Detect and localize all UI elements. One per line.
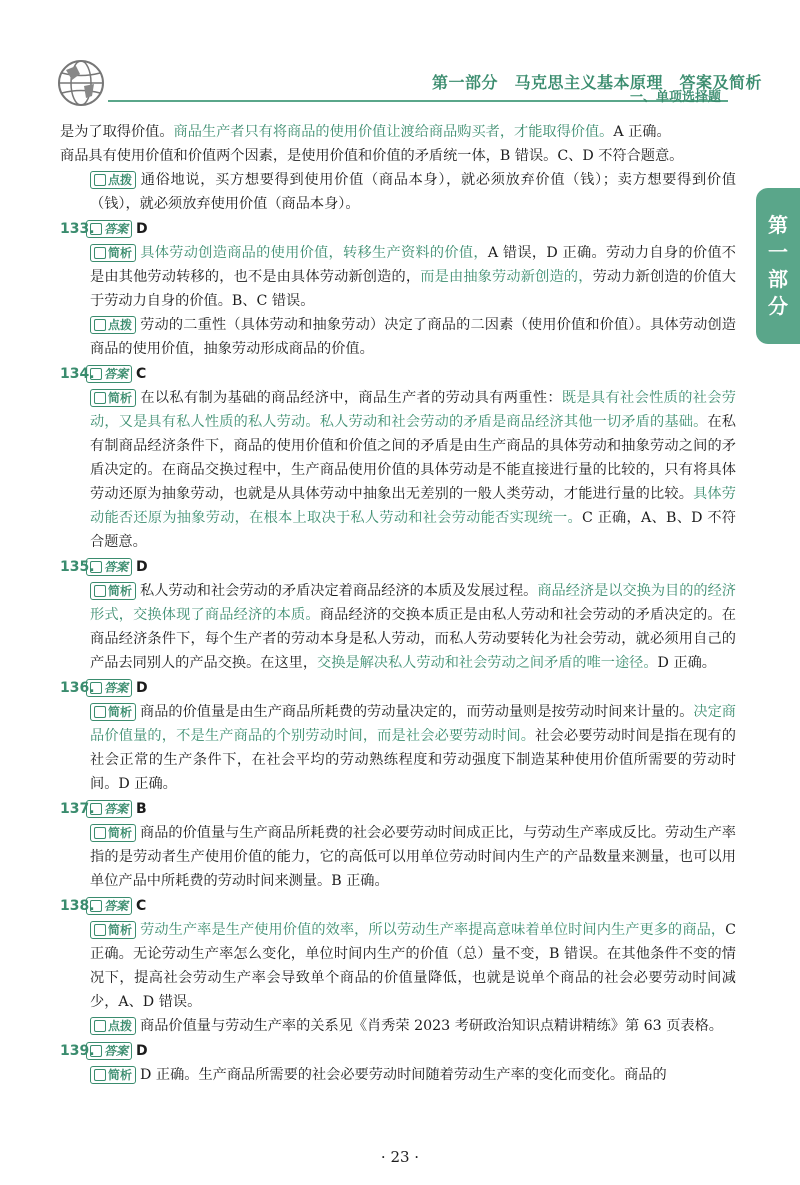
book-icon [94,924,106,936]
analysis-badge: 简析 [90,921,136,939]
answer-badge: 答案 [86,365,132,383]
pencil-icon [90,900,102,912]
analysis-badge: 简析 [90,703,136,721]
side-tab-char: 第 [768,213,788,237]
analysis-139: 简析 D 正确。生产商品所需要的社会必要劳动时间随着劳动生产率的变化而变化。商品的 [60,1063,736,1087]
answer-letter: D [136,680,148,696]
question-139: 139. 答案 D [60,1039,736,1063]
answer-letter: D [136,1043,148,1059]
side-tab-char: 分 [768,294,788,318]
page-number: · 23 · [380,1148,420,1166]
answer-badge: 答案 [86,1042,132,1060]
answer-badge: 答案 [86,800,132,818]
analysis-136: 简析 商品的价值量是由生产商品所耗费的劳动量决定的，而劳动量则是按劳动时间来计量的。决定商品价值量的，不是生产商品的个别劳动时间，而是社会必要劳动时间。社会必要劳动时间是指在现有的社会正常的生产条件下，在社会平均的劳动熟练程度和劳动强度下制造某种使用价值所需要的劳动时间。D 正确。 [90,704,736,792]
lightbulb-icon [94,319,106,331]
lightbulb-icon [94,1020,106,1032]
answer-badge: 答案 [86,897,132,915]
question-138: 138. 答案 C [60,894,736,918]
answer-badge: 答案 [86,679,132,697]
side-tab-char: 一 [768,240,788,264]
question-133: 133. 答案 D [60,217,736,241]
analysis-135: 简析 私人劳动和社会劳动的矛盾决定着商品经济的本质及发展过程。商品经济是以交换为目的的经济形式，交换体现了商品经济的本质。商品经济的交换本质正是由私人劳动和社会劳动的矛盾决定的。在商品经济条件下，每个生产者的劳动本身是私人劳动，而私人劳动要转化为社会劳动，就必须用自己的产品去同别人的产品交换。在这里，交换是解决私人劳动和社会劳动之间矛盾的唯一途径。D 正确。 [90,583,736,671]
analysis-badge: 简析 [90,1066,136,1084]
intro-paragraph: 是为了取得价值。商品生产者只有将商品的使用价值让渡给商品购买者，才能取得价值。A 正确。 商品具有使用价值和价值两个因素，是使用价值和价值的矛盾统一体，B 错误。C、D 不符合题意。 [60,124,684,164]
answer-letter: D [136,221,148,237]
tip-138: 点拨 商品价值量与劳动生产率的关系见《肖秀荣 2023 考研政治知识点精讲精练》第 63 页表格。 [60,1014,736,1038]
question-137: 137. 答案 B [60,797,736,821]
book-icon [94,247,106,259]
header-title: 第一部分 马克思主义基本原理 答案及简析 [432,73,763,92]
book-icon [94,392,106,404]
book-icon [94,1069,106,1081]
book-icon [94,585,106,597]
answer-badge: 答案 [86,558,132,576]
answer-letter: B [136,801,147,817]
analysis-badge: 简析 [90,244,136,262]
analysis-badge: 简析 [90,824,136,842]
pencil-icon [90,803,102,815]
pencil-icon [90,368,102,380]
answer-badge: 答案 [86,220,132,238]
analysis-134: 简析 在以私有制为基础的商品经济中，商品生产者的劳动具有两重性：既是具有社会性质的社会劳动，又是具有私人性质的私人劳动。私人劳动和社会劳动的矛盾是商品经济其他一切矛盾的基础。在私有制商品经济条件下，商品的使用价值和价值之间的矛盾是由生产商品的具体劳动和抽象劳动之间的矛盾决定的。在商品交换过程中，生产商品使用价值的具体劳动是不能直接进行量的比较的，只有将具体劳动还原为抽象劳动，也就是从具体劳动中抽象出无差别的一般人类劳动，才能进行量的比较。具体劳动能否还原为抽象劳动，在根本上取决于私人劳动和社会劳动能否实现统一。C 正确，A、B、D 不符合题意。 [90,390,736,550]
section-side-tab [756,188,800,344]
side-tab-char: 部 [768,267,788,291]
intro-tip: 点拨 通俗地说，买方想要得到使用价值（商品本身），就必须放弃价值（钱）；卖方想要得到价值（钱），就必须放弃使用价值（商品本身）。 [90,172,736,212]
lightbulb-icon [94,174,106,186]
analysis-badge: 简析 [90,389,136,407]
tip-133: 点拨 劳动的二重性（具体劳动和抽象劳动）决定了商品的二因素（使用价值和价值）。具体劳动创造商品的使用价值，抽象劳动形成商品的价值。 [90,317,736,357]
book-icon [94,827,106,839]
answer-content [60,120,736,1087]
book-icon [94,706,106,718]
globe-logo-icon [56,58,106,108]
pencil-icon [90,561,102,573]
analysis-badge: 简析 [90,582,136,600]
pencil-icon [90,682,102,694]
analysis-133: 简析 具体劳动创造商品的使用价值，转移生产资料的价值，A 错误，D 正确。劳动力自身的价值不是由其他劳动转移的，也不是由具体劳动新创造的，而是由抽象劳动新创造的，劳动力新创造的价值大于劳动力自身的价值。B、C 错误。 [90,245,736,309]
answer-letter: C [136,898,147,914]
tip-badge: 点拨 [90,1017,136,1035]
answer-letter: C [136,366,147,382]
pencil-icon [90,1045,102,1057]
analysis-138: 简析 劳动生产率是生产使用价值的效率，所以劳动生产率提高意味着单位时间内生产更多的商品，C 正确。无论劳动生产率怎么变化，单位时间内生产的价值（总）量不变，B 错误。在其他条件不变的情况下，提高社会劳动生产率会导致单个商品的价值量降低，也就是说单个商品的社会必要劳动时间减少，A、D 错误。 [90,922,736,1010]
analysis-137: 简析 商品的价值量与生产商品所耗费的社会必要劳动时间成正比，与劳动生产率成反比。劳动生产率指的是劳动者生产使用价值的能力，它的高低可以用单位劳动时间内生产的产品数量来测量，也可以用单位产品中所耗费的劳动时间来测量。B 正确。 [90,825,736,889]
tip-badge: 点拨 [90,171,136,189]
tip-badge: 点拨 [90,316,136,334]
pencil-icon [90,223,102,235]
header-subtitle: 一、单项选择题 [630,90,722,105]
answer-letter: D [136,559,148,575]
question-135: 135. 答案 D [60,555,736,579]
question-134: 134. 答案 C [60,362,736,386]
question-136: 136. 答案 D [60,676,736,700]
